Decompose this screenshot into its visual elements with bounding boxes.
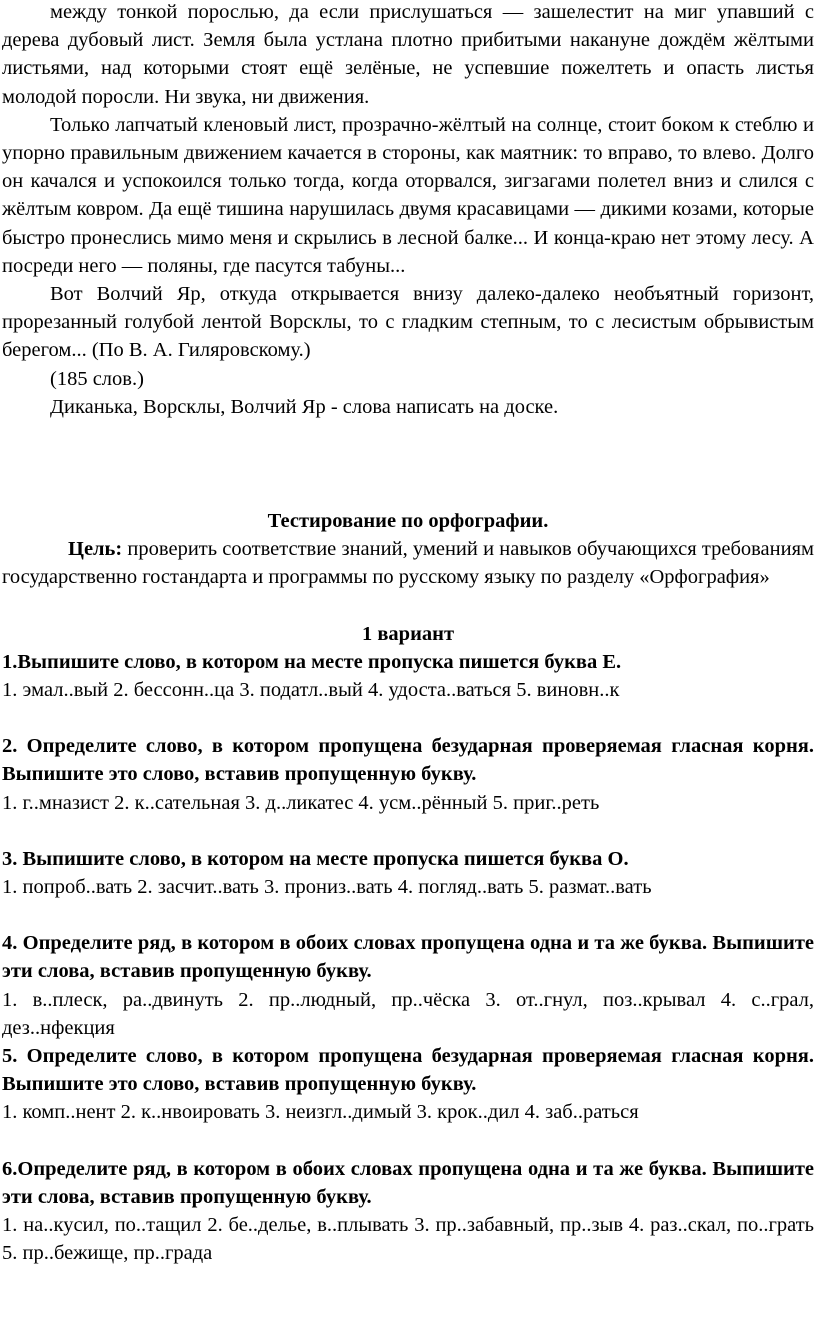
question-text: 6.Определите ряд, в котором в обоих словах пропущена одна и та же буква. Выпишите эти слова, вставив пропущенную букву. — [2, 1157, 814, 1208]
board-note: Диканька, Ворсклы, Волчий Яр - слова написать на доске. — [50, 395, 559, 418]
word-count: (185 слов.) — [50, 367, 144, 390]
test-title: Тестирование по орфографии. — [267, 510, 549, 532]
answer-options: 1. г..мназист 2. к..сательная 3. д..ликатес 4. усм..рённый 5. приг..реть — [2, 791, 600, 814]
story-section — [2, 0, 814, 421]
variant-heading: 1 вариант — [361, 622, 455, 645]
question-text: 4. Определите ряд, в котором в обоих словах пропущена одна и та же буква. Выпишите эти слова, вставив пропущенную букву. — [2, 932, 814, 983]
spacer — [2, 817, 814, 845]
test-section — [2, 507, 814, 1267]
question-6 — [2, 1155, 814, 1268]
story-paragraph-1: между тонкой порослью, да если прислушаться — зашелестит на миг упавший с дерева дубовый лист. Земля была устлана плотно прибитыми накануне дождём жёлтыми листьями, над которыми стоят ещё зелёные, не успевшие пожелтеть и опасть листья молодой поросли. Ни звука, ни движения. — [2, 1, 814, 108]
question-text: 1.Выпишите слово, в котором на месте пропуска пишется буква Е. — [2, 650, 622, 673]
answer-options: 1. на..кусил, по..тащил 2. бе..делье, в..плывать 3. пр..забавный, пр..зыв 4. раз..скал, по..грать 5. пр..бежище, пр..града — [2, 1214, 814, 1265]
question-3 — [2, 845, 814, 901]
story-paragraph-2: Только лапчатый кленовый лист, прозрачно-жёлтый на солнце, стоит боком к стеблю и упорно правильным движением качается в стороны, как маятник: то вправо, то влево. Долго он качался и успокоился только тогда, когда оторвался, зигзагами полетел вниз и слился с жёлтым ковром. Да ещё тишина нарушилась двумя красавицами — дикими козами, которые быстро пронеслись мимо меня и скрылись в лесной балке... И конца-краю нет этому лесу. А посреди него — поляны, где пасутся табуны... — [2, 113, 814, 277]
goal-text: проверить соответствие знаний, умений и навыков обучающихся требованиям государственно гостандарта и программы по русскому языку по разделу «Орфография» — [2, 538, 814, 589]
question-5 — [2, 1042, 814, 1127]
spacer — [2, 901, 814, 929]
goal-label: Цель: — [68, 538, 123, 561]
answer-options: 1. в..плеск, ра..двинуть 2. пр..людный, пр..чёска 3. от..гнул, поз..крывал 4. с..грал, дез..нфекция — [2, 988, 814, 1039]
spacer — [2, 1127, 814, 1155]
answer-options: 1. эмал..вый 2. бессонн..ца 3. податл..вый 4. удоста..ваться 5. виновн..к — [2, 679, 620, 702]
question-1 — [2, 648, 814, 704]
test-goal — [2, 535, 814, 591]
answer-options: 1. попроб..вать 2. засчит..вать 3. прониз..вать 4. погляд..вать 5. размат..вать — [2, 876, 652, 899]
question-text: 2. Определите слово, в котором пропущена безударная проверяемая гласная корня. Выпишите это слово, вставив пропущенную букву. — [2, 735, 814, 786]
question-4 — [2, 929, 814, 1042]
story-paragraph-3: Вот Волчий Яр, откуда открывается внизу далеко-далеко необъятный горизонт, прорезанный голубой лентой Ворсклы, то с гладким степным, то с лесистым обрывистым берегом... (По В. А. Гиляровскому.) — [2, 283, 814, 362]
question-2 — [2, 732, 814, 817]
spacer — [2, 592, 814, 620]
question-text: 3. Выпишите слово, в котором на месте пропуска пишется буква О. — [2, 847, 629, 870]
answer-options: 1. комп..нент 2. к..нвоировать 3. неизгл..димый 3. крок..дил 4. заб..раться — [2, 1101, 639, 1124]
spacer — [2, 704, 814, 732]
question-text: 5. Определите слово, в котором пропущена безударная проверяемая гласная корня. Выпишите это слово, вставив пропущенную букву. — [2, 1045, 814, 1096]
